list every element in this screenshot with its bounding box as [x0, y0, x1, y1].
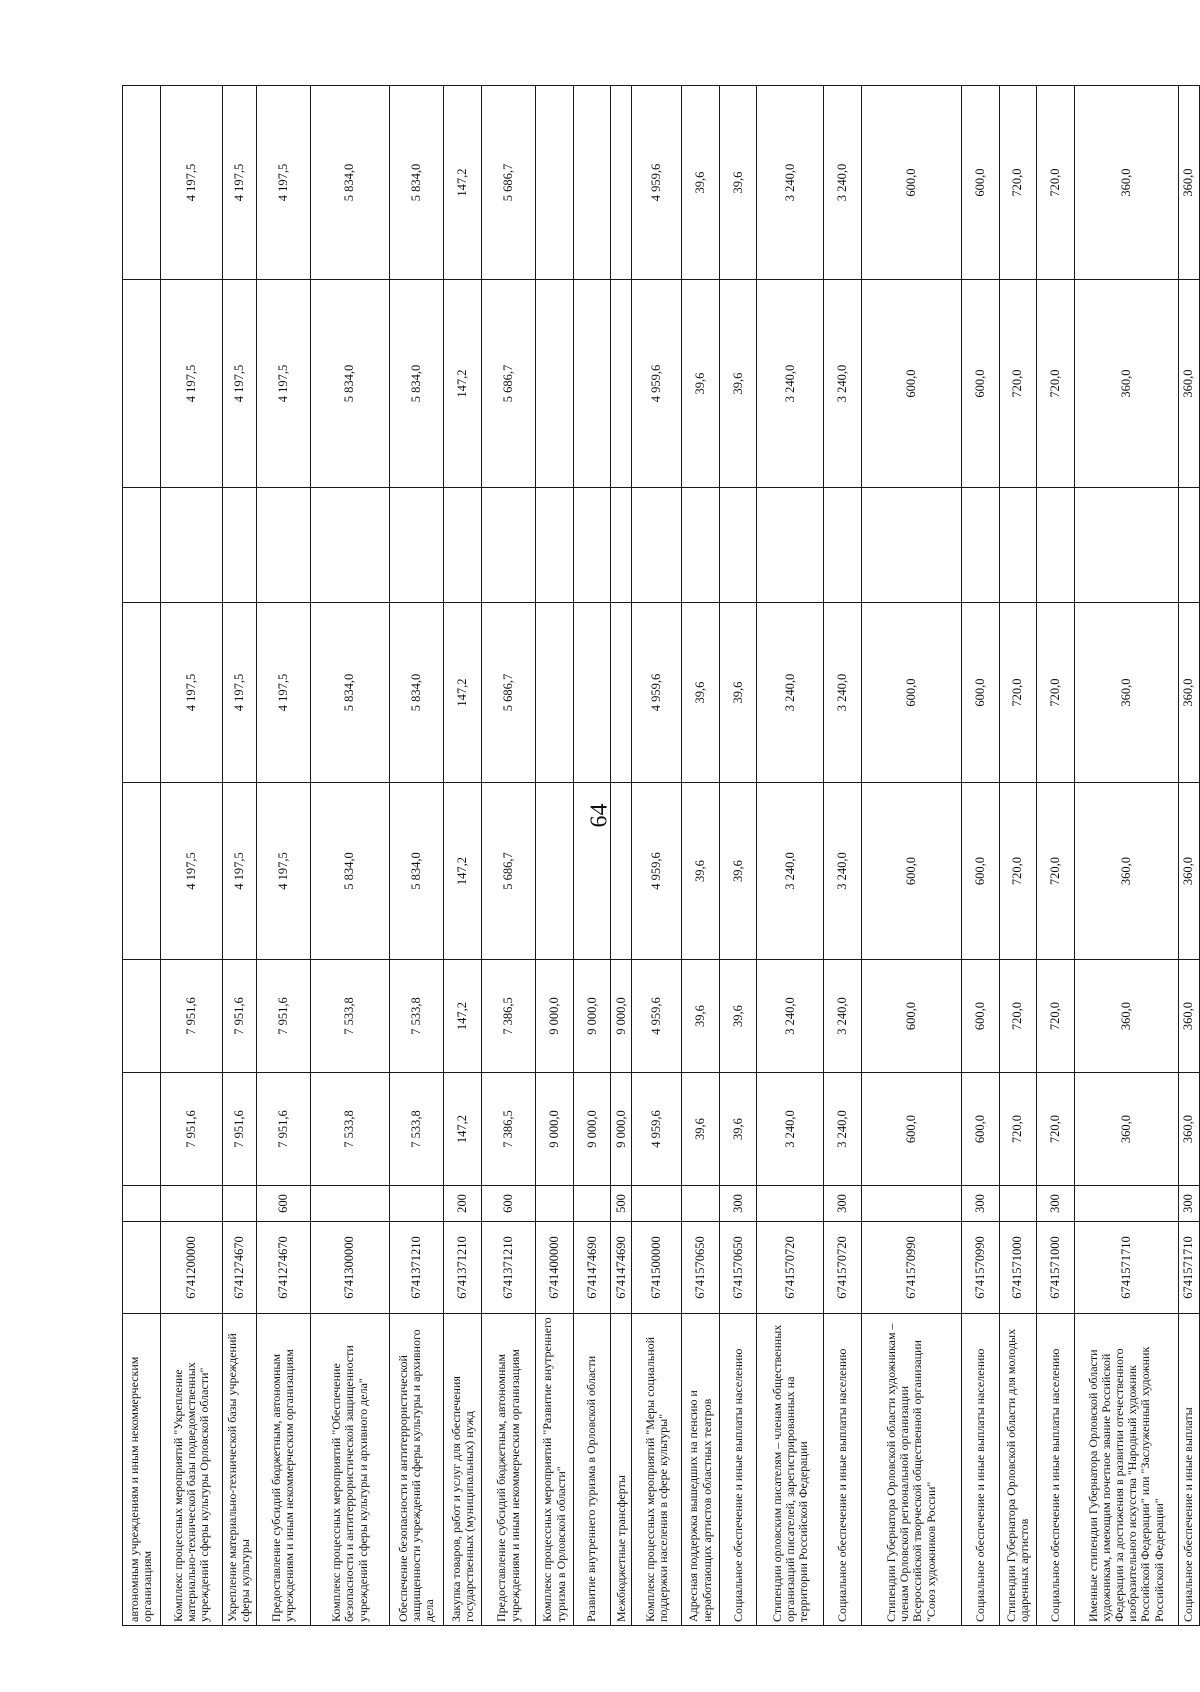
- row-value-2: 7 951,6: [160, 960, 223, 1073]
- row-value-3: [573, 783, 611, 960]
- row-value-3: [123, 783, 161, 960]
- table-row: [256, 86, 310, 1626]
- row-value-5: [390, 488, 444, 603]
- row-value-4: 39,6: [719, 603, 757, 783]
- row-expense-type: 300: [1037, 1186, 1075, 1222]
- table-row: [961, 86, 999, 1626]
- row-name: Социальное обеспечение и иные выплаты населению: [961, 1314, 999, 1626]
- row-value-5: [757, 488, 824, 603]
- row-code: 6741400000: [536, 1222, 574, 1314]
- row-value-6: [123, 280, 161, 488]
- row-name: Стипендии Губернатора Орловской области для молодых одаренных артистов: [999, 1314, 1037, 1626]
- row-value-7: 4 197,5: [256, 86, 310, 280]
- row-value-1: 147,2: [444, 1073, 482, 1186]
- row-value-5: [310, 488, 389, 603]
- row-value-1: 7 533,8: [310, 1073, 389, 1186]
- row-value-6: 360,0: [1074, 280, 1178, 488]
- row-value-2: 7 533,8: [390, 960, 444, 1073]
- table-row: [1037, 86, 1075, 1626]
- row-value-1: 7 951,6: [223, 1073, 256, 1186]
- table-row: [757, 86, 824, 1626]
- row-value-5: [1037, 488, 1075, 603]
- table-row: [310, 86, 389, 1626]
- row-value-5: [256, 488, 310, 603]
- row-value-2: 7 951,6: [223, 960, 256, 1073]
- table-row: [682, 86, 720, 1626]
- row-expense-type: [757, 1186, 824, 1222]
- row-value-6: [536, 280, 574, 488]
- row-value-2: 720,0: [1037, 960, 1075, 1073]
- row-value-6: 4 959,6: [632, 280, 682, 488]
- row-value-6: 3 240,0: [824, 280, 862, 488]
- row-value-3: 4 197,5: [160, 783, 223, 960]
- table-row: [390, 86, 444, 1626]
- row-value-1: 720,0: [1037, 1073, 1075, 1186]
- row-value-3: 600,0: [961, 783, 999, 960]
- row-code: 6741371210: [481, 1222, 535, 1314]
- table-row: [123, 86, 161, 1626]
- row-value-2: 7 533,8: [310, 960, 389, 1073]
- row-expense-type: [390, 1186, 444, 1222]
- row-expense-type: [1074, 1186, 1178, 1222]
- row-value-4: [611, 603, 632, 783]
- row-value-4: 5 686,7: [481, 603, 535, 783]
- row-value-5: [682, 488, 720, 603]
- row-value-5: [123, 488, 161, 603]
- row-value-6: 3 240,0: [757, 280, 824, 488]
- row-value-5: [536, 488, 574, 603]
- row-code: 6741570990: [861, 1222, 961, 1314]
- row-name: Укрепление материально-технической базы учреждений сферы культуры: [223, 1314, 256, 1626]
- row-code: 6741500000: [632, 1222, 682, 1314]
- row-value-5: [861, 488, 961, 603]
- row-value-7: 5 686,7: [481, 86, 535, 280]
- row-value-7: 5 834,0: [390, 86, 444, 280]
- row-value-6: [611, 280, 632, 488]
- row-expense-type: 500: [611, 1186, 632, 1222]
- row-expense-type: [573, 1186, 611, 1222]
- row-code: 6741571000: [1037, 1222, 1075, 1314]
- row-expense-type: [536, 1186, 574, 1222]
- row-code: 6741571710: [1074, 1222, 1178, 1314]
- row-name: Адресная поддержка вышедших на пенсию и неработающих артистов областных театров: [682, 1314, 720, 1626]
- budget-table-rotated: [122, 86, 1200, 1626]
- row-name: автономным учреждениям и иным некоммерческим организациям: [123, 1314, 161, 1626]
- row-value-1: 39,6: [719, 1073, 757, 1186]
- row-name: Именные стипендии Губернатора Орловской области художникам, имеющим почетное звание Российской Федерации за достижения в развитии отечественного изобразительного искусства "Народный художник Российской Федерации" или "Заслуженный художник Российской Федерации": [1074, 1314, 1178, 1626]
- row-value-1: 7 951,6: [256, 1073, 310, 1186]
- row-value-4: 600,0: [961, 603, 999, 783]
- row-code: 6741571000: [999, 1222, 1037, 1314]
- row-value-5: [160, 488, 223, 603]
- row-value-7: 4 959,6: [632, 86, 682, 280]
- row-value-4: 147,2: [444, 603, 482, 783]
- row-value-1: 3 240,0: [757, 1073, 824, 1186]
- row-value-7: 147,2: [444, 86, 482, 280]
- row-value-7: [573, 86, 611, 280]
- row-code: 6741371210: [444, 1222, 482, 1314]
- table-row: [824, 86, 862, 1626]
- row-expense-type: 300: [961, 1186, 999, 1222]
- row-value-6: 360,0: [1178, 280, 1199, 488]
- row-expense-type: [123, 1186, 161, 1222]
- row-value-3: 5 834,0: [310, 783, 389, 960]
- row-value-1: 39,6: [682, 1073, 720, 1186]
- row-value-5: [223, 488, 256, 603]
- row-value-4: 5 834,0: [310, 603, 389, 783]
- row-value-6: 39,6: [719, 280, 757, 488]
- row-name: Социальное обеспечение и иные выплаты населению: [719, 1314, 757, 1626]
- row-value-3: [536, 783, 574, 960]
- row-value-7: [611, 86, 632, 280]
- row-value-6: 4 197,5: [223, 280, 256, 488]
- row-value-3: 5 834,0: [390, 783, 444, 960]
- row-value-2: 720,0: [999, 960, 1037, 1073]
- row-code: 6741474690: [573, 1222, 611, 1314]
- row-value-1: 4 959,6: [632, 1073, 682, 1186]
- row-expense-type: [223, 1186, 256, 1222]
- row-name: Обеспечение безопасности и антитеррористической защищенности учреждений сферы культуры и архивного дела: [390, 1314, 444, 1626]
- row-value-1: 9 000,0: [573, 1073, 611, 1186]
- table-row: [861, 86, 961, 1626]
- row-value-4: 4 959,6: [632, 603, 682, 783]
- row-value-2: 7 951,6: [256, 960, 310, 1073]
- budget-table: [122, 85, 1200, 1626]
- row-value-7: 4 197,5: [223, 86, 256, 280]
- budget-table-body: [123, 86, 1200, 1626]
- row-name: Комплекс процессных мероприятий "Укрепление материально-технической базы подведомственных учреждений сферы культуры Орловской области": [160, 1314, 223, 1626]
- row-name: Стипендии Губернатора Орловской области художникам – членам Орловской региональной организации Всероссийской творческой общественной организации "Союз художников России": [861, 1314, 961, 1626]
- row-code: 6741300000: [310, 1222, 389, 1314]
- row-value-3: 3 240,0: [757, 783, 824, 960]
- row-expense-type: 300: [1178, 1186, 1199, 1222]
- table-row: [1178, 86, 1199, 1626]
- row-value-4: 4 197,5: [223, 603, 256, 783]
- row-code: 6741274670: [256, 1222, 310, 1314]
- row-value-7: 39,6: [682, 86, 720, 280]
- row-value-6: 5 834,0: [310, 280, 389, 488]
- row-value-6: 147,2: [444, 280, 482, 488]
- row-value-6: 5 686,7: [481, 280, 535, 488]
- row-value-1: 3 240,0: [824, 1073, 862, 1186]
- row-expense-type: [310, 1186, 389, 1222]
- row-value-7: [123, 86, 161, 280]
- row-expense-type: 600: [256, 1186, 310, 1222]
- row-value-5: [573, 488, 611, 603]
- table-row: [160, 86, 223, 1626]
- row-value-7: 5 834,0: [310, 86, 389, 280]
- row-expense-type: 600: [481, 1186, 535, 1222]
- row-value-5: [1178, 488, 1199, 603]
- row-value-7: 360,0: [1178, 86, 1199, 280]
- row-value-2: 9 000,0: [536, 960, 574, 1073]
- row-value-3: 39,6: [682, 783, 720, 960]
- row-value-6: 720,0: [1037, 280, 1075, 488]
- row-code: 6741570720: [757, 1222, 824, 1314]
- table-row: [632, 86, 682, 1626]
- row-value-4: [536, 603, 574, 783]
- row-name: Закупка товаров, работ и услуг для обеспечения государственных (муниципальных) нужд: [444, 1314, 482, 1626]
- row-value-4: 5 834,0: [390, 603, 444, 783]
- row-value-6: 600,0: [961, 280, 999, 488]
- row-value-3: 720,0: [999, 783, 1037, 960]
- row-value-2: 360,0: [1178, 960, 1199, 1073]
- row-name: Комплекс процессных мероприятий "Меры социальной поддержки населения в сфере культуры": [632, 1314, 682, 1626]
- row-value-4: 4 197,5: [160, 603, 223, 783]
- row-name: Социальное обеспечение и иные выплаты населению: [824, 1314, 862, 1626]
- row-code: 6741570720: [824, 1222, 862, 1314]
- row-value-1: 360,0: [1178, 1073, 1199, 1186]
- row-value-7: 3 240,0: [757, 86, 824, 280]
- row-value-5: [611, 488, 632, 603]
- row-value-5: [444, 488, 482, 603]
- row-value-5: [824, 488, 862, 603]
- row-value-2: 360,0: [1074, 960, 1178, 1073]
- row-value-3: 5 686,7: [481, 783, 535, 960]
- row-expense-type: 300: [719, 1186, 757, 1222]
- row-value-3: 39,6: [719, 783, 757, 960]
- row-value-6: [573, 280, 611, 488]
- row-value-6: 4 197,5: [160, 280, 223, 488]
- row-value-4: 3 240,0: [757, 603, 824, 783]
- row-value-3: 720,0: [1037, 783, 1075, 960]
- row-value-4: 39,6: [682, 603, 720, 783]
- row-value-5: [719, 488, 757, 603]
- row-value-2: 39,6: [719, 960, 757, 1073]
- row-value-2: 3 240,0: [757, 960, 824, 1073]
- row-value-7: 600,0: [861, 86, 961, 280]
- row-value-7: 3 240,0: [824, 86, 862, 280]
- row-code: 6741274670: [223, 1222, 256, 1314]
- row-code: 6741371210: [390, 1222, 444, 1314]
- row-value-4: 4 197,5: [256, 603, 310, 783]
- row-value-5: [961, 488, 999, 603]
- row-value-1: [123, 1073, 161, 1186]
- row-value-3: 4 197,5: [223, 783, 256, 960]
- row-value-6: 600,0: [861, 280, 961, 488]
- row-value-5: [632, 488, 682, 603]
- row-value-2: 7 386,5: [481, 960, 535, 1073]
- row-code: 6741571710: [1178, 1222, 1199, 1314]
- row-value-3: 360,0: [1074, 783, 1178, 960]
- row-expense-type: 300: [824, 1186, 862, 1222]
- row-value-7: 720,0: [999, 86, 1037, 280]
- row-code: 6741570990: [961, 1222, 999, 1314]
- row-value-4: 3 240,0: [824, 603, 862, 783]
- table-row: [611, 86, 632, 1626]
- row-expense-type: [861, 1186, 961, 1222]
- row-expense-type: [632, 1186, 682, 1222]
- row-value-7: 360,0: [1074, 86, 1178, 280]
- row-value-5: [481, 488, 535, 603]
- row-value-3: 360,0: [1178, 783, 1199, 960]
- table-row: [1074, 86, 1178, 1626]
- row-value-2: [123, 960, 161, 1073]
- row-value-2: 9 000,0: [611, 960, 632, 1073]
- row-value-6: 4 197,5: [256, 280, 310, 488]
- row-name: Предоставление субсидий бюджетным, автономным учреждениям и иным некоммерческим организациям: [481, 1314, 535, 1626]
- row-code: 6741570650: [682, 1222, 720, 1314]
- table-row: [223, 86, 256, 1626]
- row-value-1: 360,0: [1074, 1073, 1178, 1186]
- row-value-7: 39,6: [719, 86, 757, 280]
- row-expense-type: [682, 1186, 720, 1222]
- row-value-6: 39,6: [682, 280, 720, 488]
- row-expense-type: [999, 1186, 1037, 1222]
- row-value-6: 5 834,0: [390, 280, 444, 488]
- row-value-7: [536, 86, 574, 280]
- row-value-1: 7 386,5: [481, 1073, 535, 1186]
- row-value-4: 360,0: [1178, 603, 1199, 783]
- row-name: Предоставление субсидий бюджетным, автономным учреждениям и иным некоммерческим организациям: [256, 1314, 310, 1626]
- row-value-3: 3 240,0: [824, 783, 862, 960]
- row-expense-type: 200: [444, 1186, 482, 1222]
- row-name: Социальное обеспечение и иные выплаты: [1178, 1314, 1199, 1626]
- row-value-3: [611, 783, 632, 960]
- row-name: Комплекс процессных мероприятий "Обеспечение безопасности и антитеррористической защищенности учреждений сферы культуры и архивного дела": [310, 1314, 389, 1626]
- row-value-1: 720,0: [999, 1073, 1037, 1186]
- row-code: [123, 1222, 161, 1314]
- row-value-4: [573, 603, 611, 783]
- table-row: [536, 86, 574, 1626]
- row-name: Стипендии орловским писателям – членам общественных организаций писателей, зарегистрированных на территории Российской Федерации: [757, 1314, 824, 1626]
- row-value-4: 720,0: [999, 603, 1037, 783]
- row-name: Развитие внутреннего туризма в Орловской области: [573, 1314, 611, 1626]
- row-value-2: 147,2: [444, 960, 482, 1073]
- row-value-4: [123, 603, 161, 783]
- row-value-2: 600,0: [961, 960, 999, 1073]
- table-row: [481, 86, 535, 1626]
- table-row: [573, 86, 611, 1626]
- row-value-2: 39,6: [682, 960, 720, 1073]
- row-value-4: 360,0: [1074, 603, 1178, 783]
- row-name: Комплекс процессных мероприятий "Развитие внутреннего туризма в Орловской области": [536, 1314, 574, 1626]
- row-value-3: 4 197,5: [256, 783, 310, 960]
- row-value-3: 4 959,6: [632, 783, 682, 960]
- row-value-7: 720,0: [1037, 86, 1075, 280]
- row-code: 6741570650: [719, 1222, 757, 1314]
- row-name: Межбюджетные трансферты: [611, 1314, 632, 1626]
- row-value-6: 720,0: [999, 280, 1037, 488]
- row-value-1: 9 000,0: [611, 1073, 632, 1186]
- table-row: [999, 86, 1037, 1626]
- row-code: 6741474690: [611, 1222, 632, 1314]
- row-name: Социальное обеспечение и иные выплаты населению: [1037, 1314, 1075, 1626]
- row-value-5: [999, 488, 1037, 603]
- row-value-2: 600,0: [861, 960, 961, 1073]
- row-expense-type: [160, 1186, 223, 1222]
- table-row: [444, 86, 482, 1626]
- row-value-1: 7 951,6: [160, 1073, 223, 1186]
- row-value-3: 600,0: [861, 783, 961, 960]
- page-number: 64: [586, 803, 613, 828]
- row-value-1: 7 533,8: [390, 1073, 444, 1186]
- row-value-2: 4 959,6: [632, 960, 682, 1073]
- row-value-1: 9 000,0: [536, 1073, 574, 1186]
- row-code: 6741200000: [160, 1222, 223, 1314]
- row-value-2: 3 240,0: [824, 960, 862, 1073]
- row-value-3: 147,2: [444, 783, 482, 960]
- row-value-7: 600,0: [961, 86, 999, 280]
- row-value-5: [1074, 488, 1178, 603]
- row-value-2: 9 000,0: [573, 960, 611, 1073]
- row-value-7: 4 197,5: [160, 86, 223, 280]
- row-value-1: 600,0: [861, 1073, 961, 1186]
- row-value-4: 600,0: [861, 603, 961, 783]
- row-value-1: 600,0: [961, 1073, 999, 1186]
- table-row: [719, 86, 757, 1626]
- row-value-4: 720,0: [1037, 603, 1075, 783]
